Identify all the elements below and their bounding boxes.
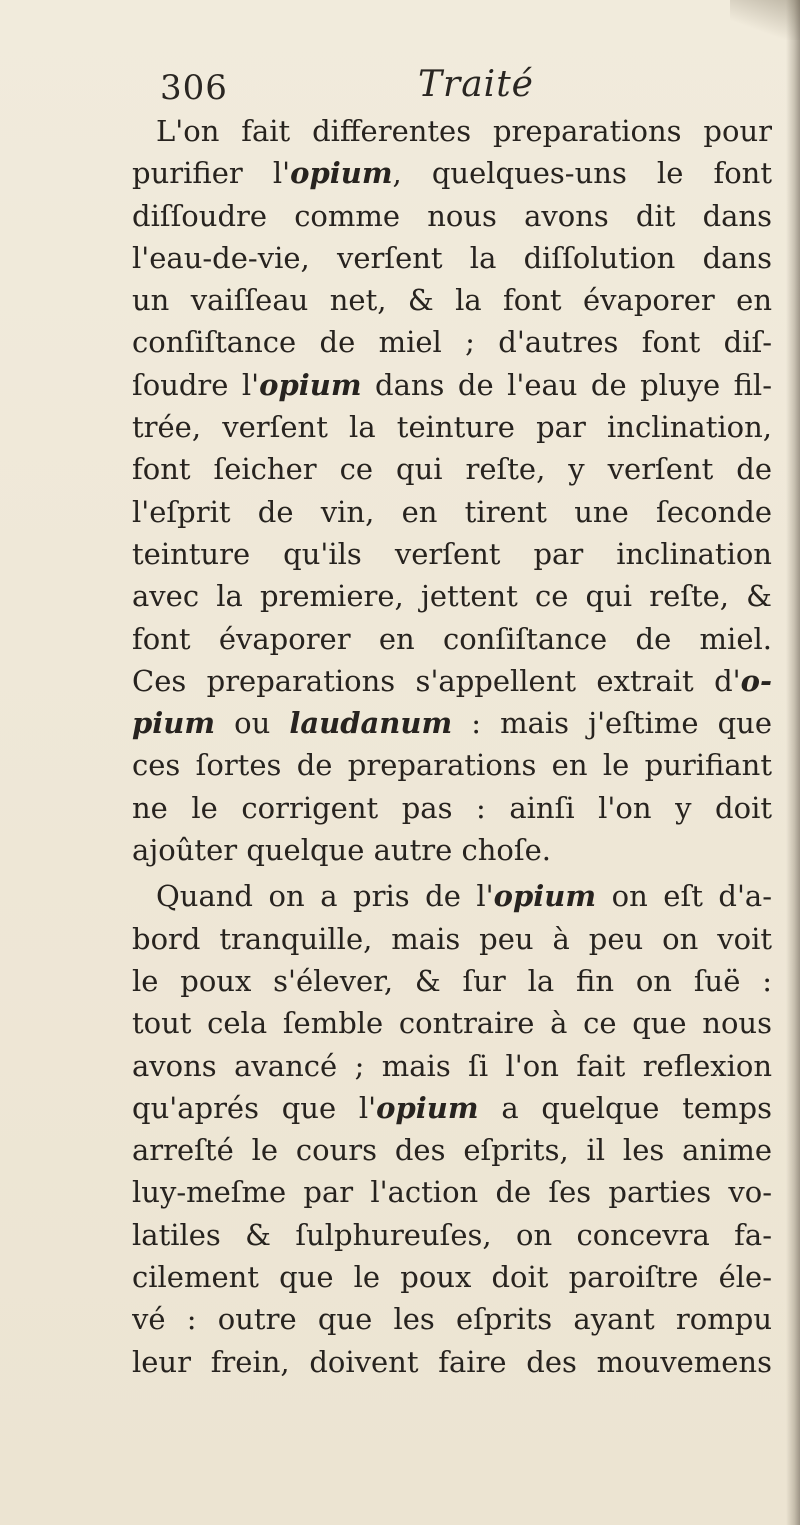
text-line: qu'aprés que l'opium a quelque temps — [132, 1090, 772, 1125]
text-line: l'eau-de-vie, verſent la diſſolution dans — [132, 240, 772, 275]
text-line: teinture qu'ils verſent par inclination — [132, 536, 772, 571]
text-line: conſiſtance de miel ; d'autres font diſ- — [132, 325, 772, 360]
text-line: ajoûter quelque autre choſe. — [132, 833, 551, 868]
text-line: l'eſprit de vin, en tirent une ſeconde — [132, 494, 772, 529]
text-line: latiles & ſulphureuſes, on concevra fa- — [132, 1217, 772, 1252]
page-header — [160, 58, 720, 108]
text-line: Quand on a pris de l'opium on eſt d'a- — [156, 879, 772, 914]
text-line: pium ou laudanum : mais j'eſtime que — [132, 706, 772, 741]
page-number: 306 — [160, 68, 228, 108]
text-line: tout cela ſemble contraire à ce que nous — [132, 1006, 772, 1041]
text-line: L'on fait differentes preparations pour — [156, 114, 772, 148]
running-head: Traité — [418, 64, 534, 105]
paragraph-1 — [132, 110, 772, 871]
text-line: leur frein, doivent faire des mouvemens — [132, 1344, 772, 1379]
page-edge-shadow — [786, 0, 800, 1525]
text-line: avec la premiere, jettent ce qui reſte, & — [132, 579, 772, 614]
text-line: ſoudre l'opium dans de l'eau de pluye fil- — [132, 367, 772, 402]
text-line: vé : outre que les eſprits ayant rompu — [132, 1302, 772, 1337]
text-line: trée, verſent la teinture par inclination, — [132, 410, 772, 445]
text-line: purifier l'opium, quelques-uns le font — [132, 156, 772, 191]
text-line: Ces preparations s'appellent extrait d'o- — [132, 663, 772, 698]
text-line: avons avancé ; mais ſi l'on fait reflexion — [132, 1048, 772, 1083]
text-line: arreſté le cours des eſprits, il les anime — [132, 1133, 772, 1168]
page-corner-shadow — [730, 0, 800, 40]
text-line: un vaiſſeau net, & la font évaporer en — [132, 283, 772, 318]
text-line: ces ſortes de preparations en le purifiant — [132, 748, 772, 783]
text-line: luy-meſme par l'action de ſes parties vo- — [132, 1175, 772, 1210]
body-text — [132, 110, 772, 1383]
text-line: font évaporer en conſiſtance de miel. — [132, 621, 772, 656]
paragraph-2 — [132, 875, 772, 1383]
text-line: diſſoudre comme nous avons dit dans — [132, 198, 772, 233]
text-line: le poux s'élever, & ſur la fin on ſuë : — [132, 963, 772, 998]
text-line: cilement que le poux doit paroiſtre éle- — [132, 1260, 772, 1295]
text-line: ne le corrigent pas : ainſi l'on y doit — [132, 790, 772, 825]
text-line: bord tranquille, mais peu à peu on voit — [132, 921, 772, 956]
text-line: font ſeicher ce qui reſte, y verſent de — [132, 452, 772, 487]
